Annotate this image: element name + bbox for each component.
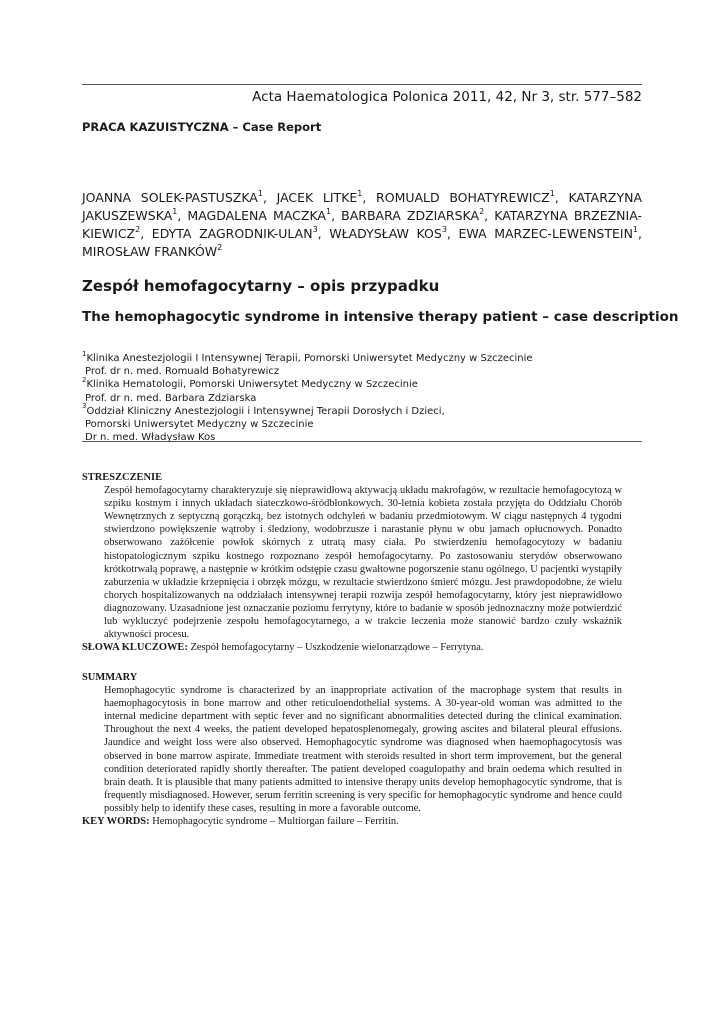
article-type-label: PRACA KAZUISTYCZNA – Case Report <box>82 120 322 134</box>
affiliation-line <box>82 402 642 418</box>
author-affiliation-mark: 3 <box>441 224 447 234</box>
affiliation-text: Prof. dr n. med. Romuald Bohatyrewicz <box>85 366 280 378</box>
author-affiliation-mark: 2 <box>135 224 141 234</box>
author-name: WŁADYSŁAW KOS <box>329 226 442 241</box>
author-affiliation-mark: 1 <box>549 188 555 198</box>
author-name: KATARZYNA BRZEZNIA-KIEWICZ <box>82 208 642 241</box>
author-name: BARBARA ZDZIARSKA <box>341 208 480 223</box>
author-list <box>82 189 642 261</box>
author-affiliation-mark: 1 <box>632 224 639 234</box>
author-affiliation-mark: 1 <box>257 188 263 198</box>
abstract-polish-heading: STRESZCZENIE <box>82 472 163 483</box>
title-english: The hemophagocytic syndrome in intensive therapy patient – case description <box>82 309 679 325</box>
keywords-english <box>82 815 622 828</box>
author-separator: , <box>638 226 642 241</box>
author-name: ROMUALD BOHATYREWICZ <box>376 190 550 205</box>
affiliation-text: Klinika Hematologii, Pomorski Uniwersytet Medyczny w Szczecinie <box>86 379 418 391</box>
affiliation-line <box>82 365 642 378</box>
abstract-english <box>82 671 622 828</box>
affiliation-text: Dr n. med. Władysław Kos <box>85 432 216 444</box>
affiliation-text: Prof. dr n. med. Barbara Zdziarska <box>85 392 257 404</box>
author-separator: , <box>177 208 188 223</box>
author-name: KATARZYNA JAKUSZEWSKA <box>82 190 642 223</box>
author-name: JOANNA SOLEK-PASTUSZKA <box>82 190 258 205</box>
title-polish: Zespół hemofagocytarny – opis przypadku <box>82 277 440 295</box>
author-name: EDYTA ZAGRODNIK-ULAN <box>151 226 313 241</box>
affiliation-text: Klinika Anestezjologii I Intensywnej Terapii, Pomorski Uniwersytet Medyczny w Szczecinie <box>86 353 533 364</box>
journal-citation: Acta Haematologica Polonica 2011, 42, Nr 3, str. 577–582 <box>252 89 642 105</box>
author-affiliation-mark: 3 <box>312 224 318 234</box>
affiliation-number: 1 <box>82 349 87 358</box>
affiliation-line <box>82 418 642 431</box>
abstract-polish <box>82 471 622 654</box>
author-name: MIROSŁAW FRANKÓW <box>82 244 218 259</box>
abstract-english-heading: SUMMARY <box>82 672 138 683</box>
affiliations-list <box>82 349 642 444</box>
author-affiliation-mark: 1 <box>357 188 363 198</box>
author-name: EWA MARZEC-LEWENSTEIN <box>458 226 633 241</box>
author-name: JACEK LITKE <box>276 190 358 205</box>
affiliation-line <box>82 378 642 391</box>
keywords-polish-text: Zespół hemofagocytarny – Uszkodzenie wielonarządowe – Ferrytyna. <box>187 642 484 654</box>
author-affiliation-mark: 2 <box>217 242 223 252</box>
affiliation-number: 2 <box>82 376 87 385</box>
keywords-polish-label: SŁOWA KLUCZOWE: <box>82 642 188 654</box>
affiliation-text: Pomorski Uniwersytet Medyczny w Szczecinie <box>85 419 314 431</box>
author-name: MAGDALENA MACZKA <box>187 208 326 223</box>
author-affiliation-mark: 1 <box>172 206 178 216</box>
author-separator: , <box>362 190 377 205</box>
affiliation-line <box>82 392 642 405</box>
affiliation-line <box>82 349 642 365</box>
abstract-english-body: Hemophagocytic syndrome is characterized by an inappropriate activation of the macrophage system that results in haemophagocytosis in bone marrow and other reticuloendothelial systems. A 30-year-old woman was admitted to the internal medicine department with septic fever and no significant abnormalities detected during the clinical examination. Throughout the next 4 weeks, the patient developed hepatosplenomegaly, growing ascites and bilateral pleural effusions. Jaundice and weight loss were also observed. Hemophagocytic syndrome was diagnosed when haemophagocytosis was observed in bone marrow aspirate. Immediate treatment with steroids resulted in short term improvement, but the general condition deteriorated rapidly shortly thereafter. The patient developed coagulopathy and brain oedema which resulted in brain death. It is plausible that many patients admitted to intensive therapy units develop hemophagocytic syndrome, that is frequently misdiagnosed. However, serum ferritin screening is very specific for hemophagocytic syndrome and hence could possibly help to identify these cases, resulting in more a favorable outcome. <box>104 685 622 814</box>
section-divider <box>82 441 642 442</box>
author-separator: , <box>554 190 569 205</box>
author-affiliation-mark: 1 <box>325 206 332 216</box>
author-separator: , <box>317 226 330 241</box>
abstract-polish-body: Zespół hemofagocytarny charakteryzuje się nieprawidłową aktywacją układu makrofagów, w rezultacie hemofagocytozą w szpiku kostnym i innych układach siateczkowo-śródbłonkowych. 30-letnia kobieta została przyjęta do Oddziału Chorób Wewnętrznych z septyczną gorączką, bez istotnych odchyleń w badaniu przedmiotowym. W ciągu następnych 4 tygodni stwierdzono powiększenie wątroby i śledziony, wodobrzusze i narastanie płynu w obu jamach opłucnowych. Ponadto obserwowano zażółcenie powłok skórnych z utratą masy ciała. Po stwierdzeniu hemofagocytozy w badaniu histopatologicznym szpiku kostnego rozpoznano zespół hemofagocytarny. Po zastosowaniu sterydów obserwowano krótkotrwałą poprawę, a następnie w krótkim odstępie czasu gwałtowne pogorszenie stanu ogólnego. U pacjentki wystąpiły zaburzenia w układzie krzepnięcia i obrzęk mózgu, w rezultacie stwierdzono śmierć mózgu. Jest prawdopodobne, że wielu chorych hospitalizowanych na oddziałach intensywnej terapii rozwija zespół hemofagocytarny, który jest nieprawidłowo diagnozowany. Uzasadnione jest oznaczanie poziomu ferrytyny, które to badanie w sposób jednoznaczny może potwierdzić lub wykluczyć podejrzenie zespołu hemofagocytarnego, a w trakcie leczenia może stanowić bardzo czuły wskaźnik aktywności procesu. <box>104 485 622 641</box>
author-separator: , <box>331 208 342 223</box>
author-separator: , <box>484 208 495 223</box>
affiliation-line <box>82 431 642 444</box>
author-separator: , <box>446 226 459 241</box>
keywords-polish <box>82 641 622 654</box>
header-rule <box>82 84 642 85</box>
keywords-english-text: Hemophagocytic syndrome – Multiorgan failure – Ferritin. <box>149 816 399 828</box>
author-affiliation-mark: 2 <box>479 206 485 216</box>
author-separator: , <box>262 190 277 205</box>
affiliation-number: 3 <box>82 402 87 411</box>
author-separator: , <box>140 226 152 241</box>
affiliation-text: Oddział Kliniczny Anestezjologii i Intensywnej Terapii Dorosłych i Dzieci, <box>86 405 445 417</box>
keywords-english-label: KEY WORDS: <box>82 816 150 828</box>
